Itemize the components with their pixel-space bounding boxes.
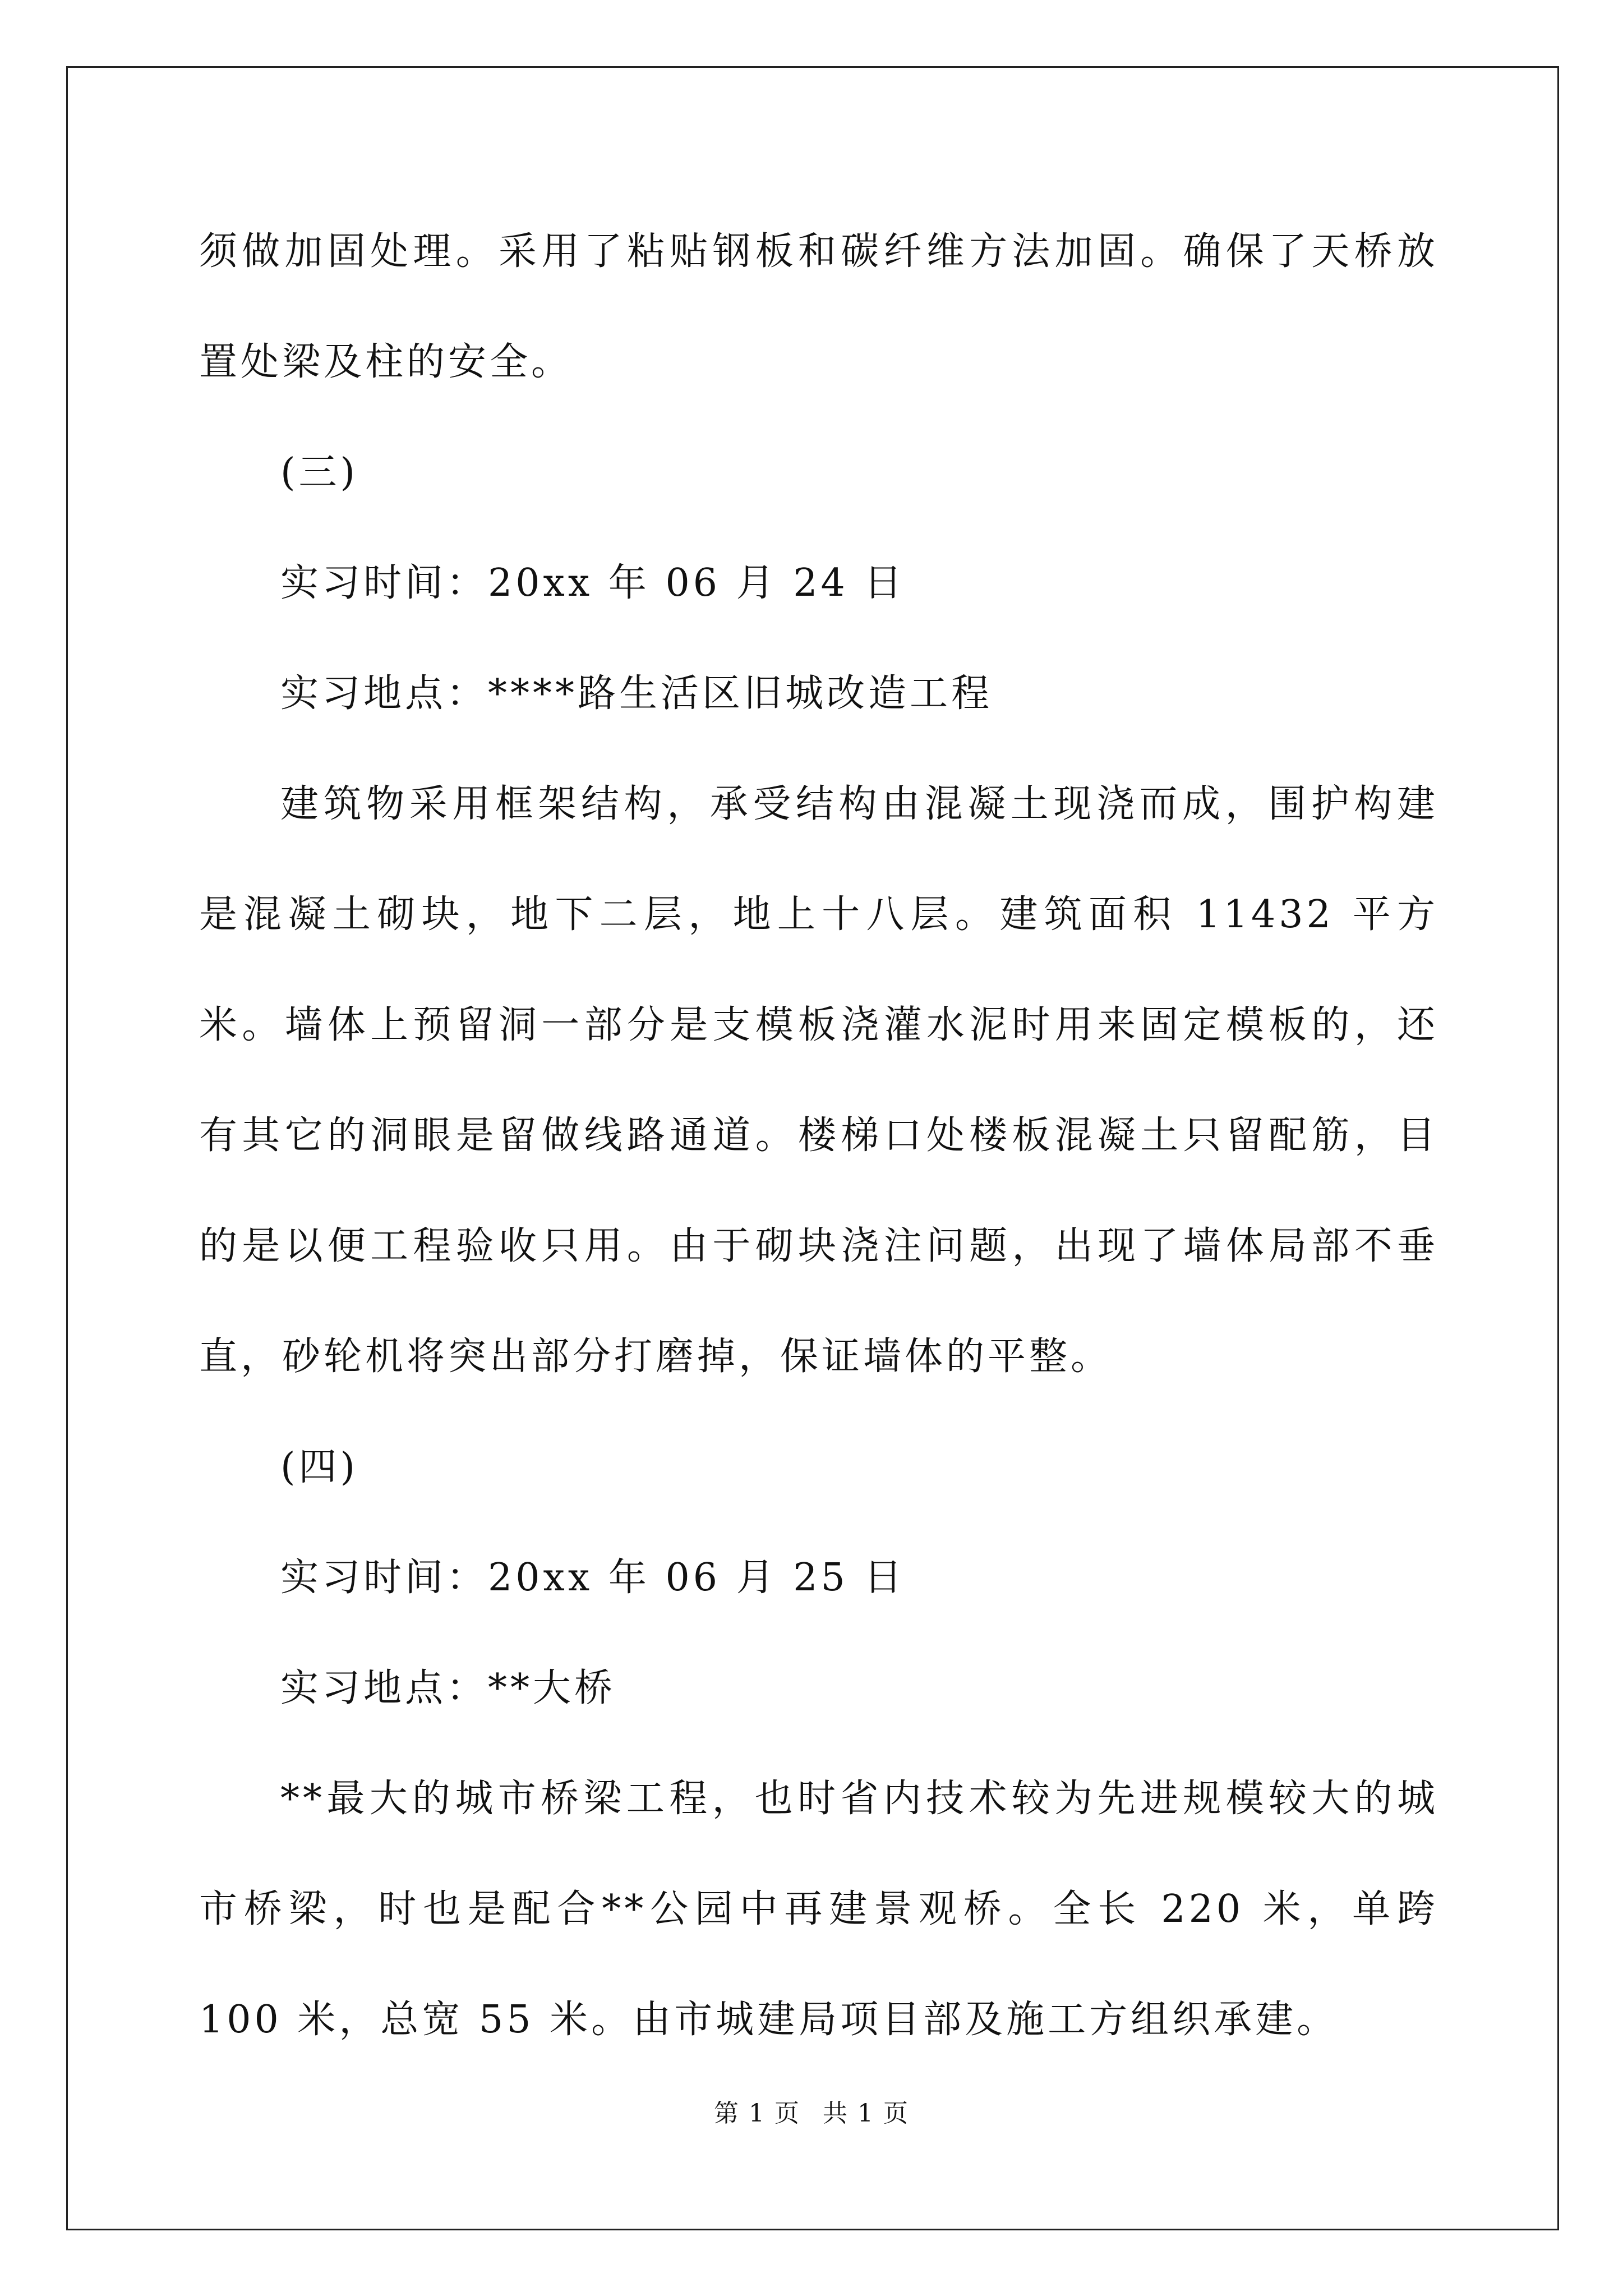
- internship-location-3: 实习地点：****路生活区旧城改造工程: [280, 671, 993, 716]
- paragraph-continuation: 须做加固处理。采用了粘贴钢板和碳纤维方法加固。确保了天桥放置处梁及柱的安全。: [199, 229, 1438, 384]
- internship-time-3: 实习时间：20xx 年 06 月 24 日: [280, 561, 906, 605]
- page-total: 共 1 页: [823, 2099, 909, 2128]
- internship-time-4: 实习时间：20xx 年 06 月 25 日: [280, 1556, 906, 1600]
- paragraph-building-description: 建筑物采用框架结构，承受结构由混凝土现浇而成，围护构建是混凝土砌块，地下二层，地上十八层。建筑面积 11432 平方米。墙体上预留洞一部分是支模板浇灌水泥时用来固定模板的，还有其它的洞眼是留做线路通道。楼梯口处楼板混凝土只留配筋，目的是以便工程验收只用。由于砌块浇注问题，出现了墙体局部不垂直，砂轮机将突出部分打磨掉，保证墙体的平整。: [199, 782, 1438, 1379]
- section-heading-3: (三): [280, 450, 359, 495]
- page-footer: [0, 2097, 1623, 2131]
- internship-location-4: 实习地点：**大桥: [280, 1666, 616, 1710]
- page-number: 第 1 页: [714, 2099, 800, 2128]
- paragraph-bridge-description: **最大的城市桥梁工程，也时省内技术较为先进规模较大的城市桥梁，时也是配合**公园中再建景观桥。全长 220 米，单跨 100 米，总宽 55 米。由市城建局项目部及施工方组织承建。: [199, 1777, 1438, 2042]
- document-body: [199, 196, 1438, 2075]
- section-heading-4: (四): [280, 1445, 359, 1489]
